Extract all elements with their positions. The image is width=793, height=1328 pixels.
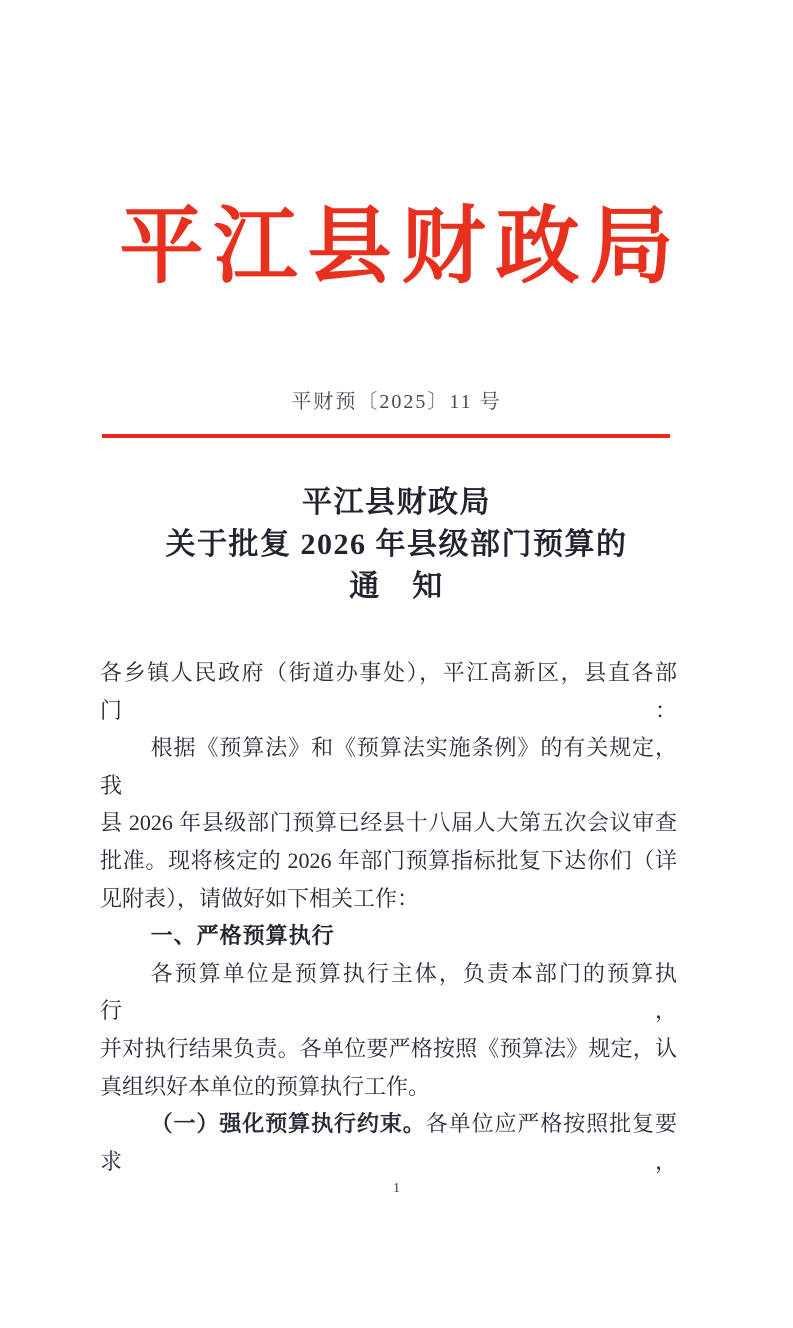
document-number: 平财预〔2025〕11 号 (291, 391, 502, 413)
document-body (100, 654, 677, 1180)
page-number: 1 (393, 1181, 400, 1197)
paragraph1-line-2: 县 2026 年县级部门预算已经县十八届人大第五次会议审查 (100, 810, 677, 836)
agency-banner-title: 平江县财政局 (119, 201, 684, 294)
title-line-2: 关于批复 2026 年县级部门预算的 (165, 528, 628, 561)
paragraph2-line-2: 并对执行结果负责。各单位要严格按照《预算法》规定，认 (100, 1035, 677, 1061)
paragraph2-line-3: 真组织好本单位的预算执行工作。 (100, 1073, 431, 1099)
title-line-1: 平江县财政局 (302, 486, 491, 519)
paragraph1-line-1: 根据《预算法》和《预算法实施条例》的有关规定，我 (100, 735, 677, 798)
paragraph2-line-1: 各预算单位是预算执行主体，负责本部门的预算执行， (100, 960, 677, 1024)
salutation-line: 各乡镇人民政府（街道办事处），平江高新区，县直各部门： (100, 660, 677, 723)
item1-lead-text: 各单位应严格按照批复要求， (100, 1111, 677, 1174)
document-page (0, 201, 793, 1328)
title-line-3: 通 知 (349, 570, 444, 603)
document-title (0, 482, 793, 608)
item1-lead-label: （一）强化预算执行约束。 (150, 1111, 426, 1137)
section1-heading: 一、严格预算执行 (150, 923, 335, 949)
paragraph1-line-3: 批准。现将核定的 2026 年部门预算指标批复下达你们（详 (100, 847, 677, 873)
paragraph1-line-4: 见附表），请做好如下相关工作： (100, 885, 420, 911)
red-divider-line (102, 434, 670, 438)
item1-line (100, 1105, 677, 1180)
